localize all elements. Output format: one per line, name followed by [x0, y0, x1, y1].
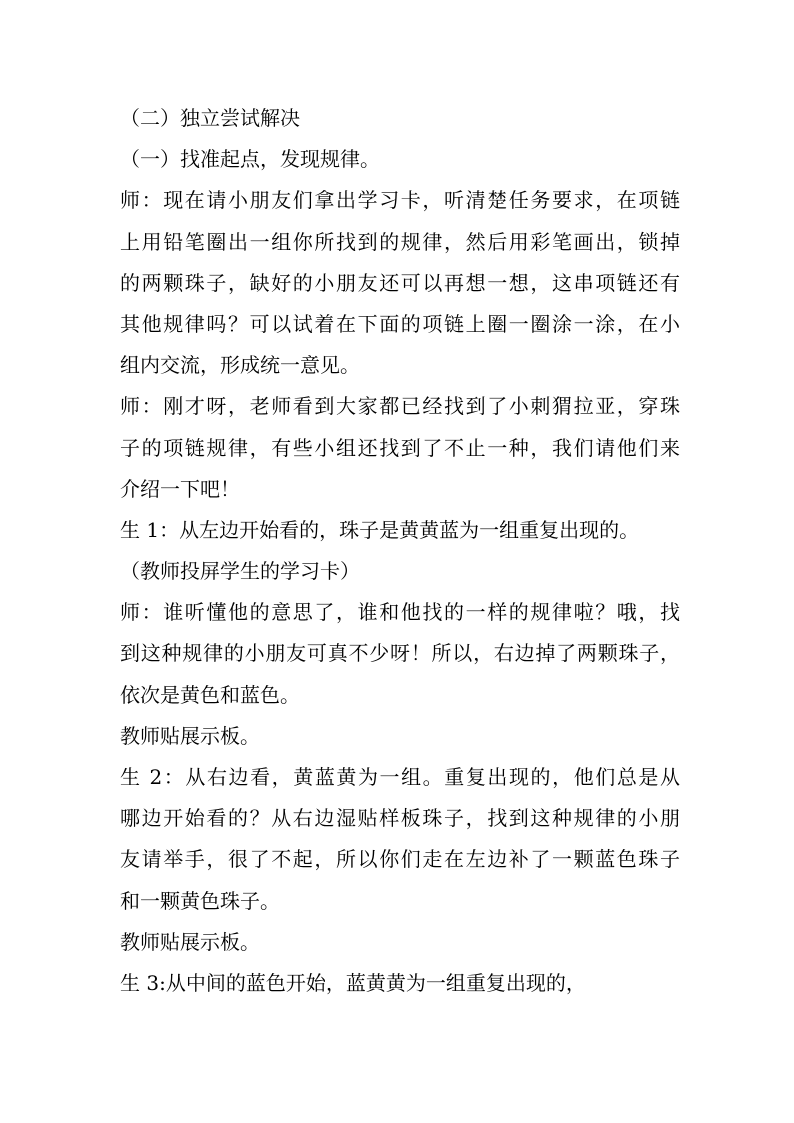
paragraph-line: 友请举手，很了不起，所以你们走在左边补了一颗蓝色珠子 — [120, 847, 680, 872]
document-page — [120, 98, 680, 1004]
paragraph-line: 组内交流，形成统一意见。 — [120, 353, 360, 378]
section-heading-2: （二）独立尝试解决 — [120, 106, 300, 130]
paragraph-line: 到这种规律的小朋友可真不少呀！所以，右边掉了两颗珠子， — [120, 641, 680, 666]
paragraph-line: 哪边开始看的？从右边湿贴样板珠子，找到这种规律的小朋 — [120, 806, 680, 831]
paragraph-line: 教师贴展示板。 — [120, 929, 260, 954]
paragraph-line: 依次是黄色和蓝色。 — [120, 682, 300, 707]
paragraph-line: 生 3:从中间的蓝色开始，蓝黄黄为一组重复出现的， — [120, 970, 586, 995]
section-heading-1: （一）找准起点，发现规律。 — [120, 147, 380, 172]
paragraph-line: （教师投屏学生的学习卡） — [120, 559, 360, 584]
paragraph-line: 上用铅笔圈出一组你所找到的规律，然后用彩笔画出，锁掉 — [120, 229, 680, 254]
paragraph-line: 介绍一下吧！ — [120, 476, 240, 501]
paragraph-line: 教师贴展示板。 — [120, 723, 260, 748]
paragraph-line: 其他规律吗？可以试着在下面的项链上圈一圈涂一涂，在小 — [120, 311, 680, 336]
paragraph-line: 和一颗黄色珠子。 — [120, 888, 280, 913]
paragraph-line: 生 2：从右边看，黄蓝黄为一组。重复出现的，他们总是从 — [120, 765, 680, 789]
paragraph-line: 生 1：从左边开始看的，珠子是黄黄蓝为一组重复出现的。 — [120, 517, 640, 542]
paragraph-line: 师：现在请小朋友们拿出学习卡，听清楚任务要求，在项链 — [120, 188, 680, 213]
paragraph-line: 师：刚才呀，老师看到大家都已经找到了小刺猬拉亚，穿珠 — [120, 394, 680, 419]
paragraph-line: 师：谁听懂他的意思了，谁和他找的一样的规律啦？哦，找 — [120, 600, 680, 625]
paragraph-line: 的两颗珠子，缺好的小朋友还可以再想一想，这串项链还有 — [120, 270, 680, 295]
paragraph-line: 子的项链规律，有些小组还找到了不止一种，我们请他们来 — [120, 435, 680, 460]
